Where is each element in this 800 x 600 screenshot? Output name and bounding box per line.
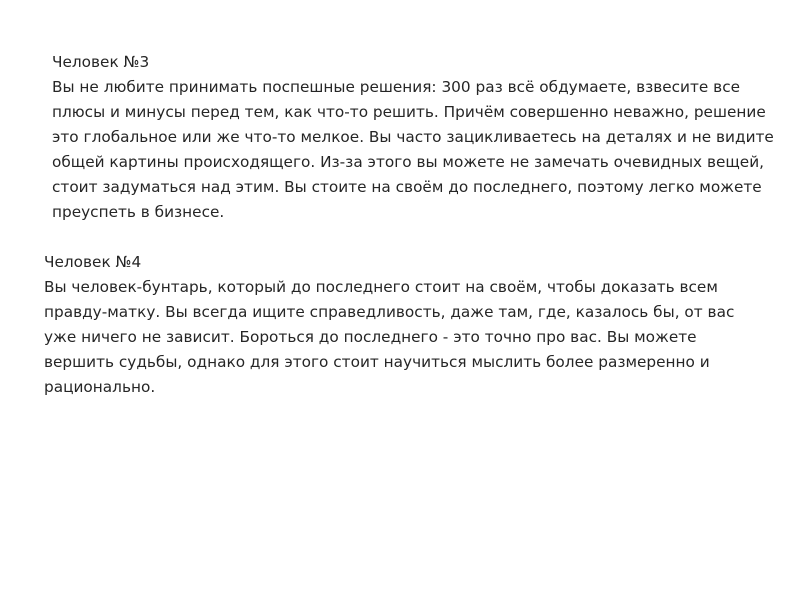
person-3-description: Вы не любите принимать поспешные решения: 300 раз всё обдумаете, взвесите все плюсы и минусы перед тем, как что-то решить. Причём совершенно неважно, решение это глобальное или же что-то мелкое. Вы часто зацикливаетесь на деталях и не видите общей картины происходящего. Из-за этого вы можете не замечать очевидных вещей, стоит задуматься над этим. Вы стоите на своём до последнего, поэтому легко можете преуспеть в бизнесе. — [52, 78, 774, 221]
person-3-section — [52, 50, 792, 225]
person-3-title: Человек №3 — [52, 53, 150, 71]
person-4-description: Вы человек-бунтарь, который до последнего стоит на своём, чтобы доказать всем правду-матку. Вы всегда ищите справедливость, даже там, где, казалось бы, от вас уже ничего не зависит. Бороться до последнего - это точно про вас. Вы можете вершить судьбы, однако для этого стоит научиться мыслить более размеренно и рационально. — [44, 278, 735, 396]
person-4-section — [44, 250, 744, 400]
person-4-title: Человек №4 — [44, 253, 142, 271]
